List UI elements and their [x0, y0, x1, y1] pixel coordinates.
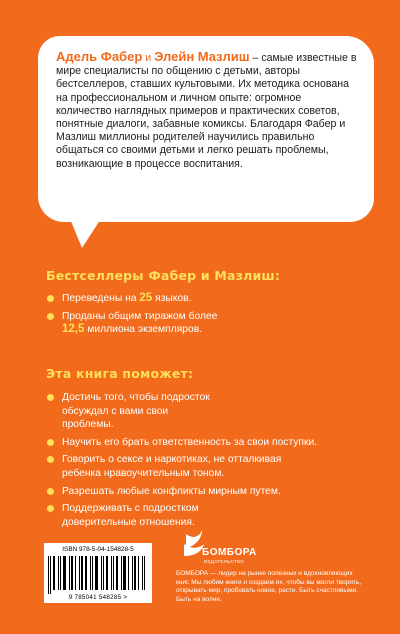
barcode-bar [142, 556, 143, 590]
list-item: Разрешать любые конфликты мирным путем. [62, 485, 352, 499]
helps-heading: Эта книга поможет: [46, 366, 194, 381]
barcode-bars [48, 556, 148, 594]
bestsellers-heading: Бестселлеры Фабер и Мазлиш: [46, 268, 281, 283]
barcode-bar [75, 556, 76, 590]
barcode-bar [132, 556, 133, 590]
barcode-bar [85, 556, 87, 590]
barcode-bar [134, 556, 136, 590]
list-item: Переведены на 25 языков. [62, 292, 342, 306]
barcode-bar [81, 556, 83, 590]
barcode-bar [121, 556, 122, 590]
barcode-bar [95, 556, 98, 590]
barcode [44, 543, 152, 603]
list-item: Поддерживать с подростком доверительные отношения. [62, 502, 232, 529]
author-description [38, 36, 374, 222]
list-item: Достичь того, чтобы подросток обсуждал с вами свои проблемы. [62, 391, 212, 432]
barcode-bar [48, 556, 49, 594]
list-item: Проданы общим тиражом более 12,5 миллиона экземпляров. [62, 310, 242, 337]
barcode-bar [144, 556, 145, 590]
quote-bubble [38, 36, 374, 256]
barcode-digits: 9 785041 548285 > [68, 594, 128, 601]
helps-list [62, 391, 352, 533]
isbn-number: ISBN 978-5-04-154828-5 [62, 546, 134, 553]
bullet-icon [47, 505, 54, 512]
list-item: Говорить о сексе и наркотиках, не отталкивая ребенка нравоучительным тоном. [62, 453, 292, 480]
barcode-bar [90, 556, 91, 590]
barcode-bar [138, 556, 139, 590]
list-item: Научить его брать ответственность за свои поступки. [62, 436, 352, 450]
publisher-name: БОМБОРА [202, 547, 257, 558]
publisher-subtitle: ИЗДАТЕЛЬСТВО [204, 559, 245, 564]
bullet-icon [47, 313, 54, 320]
barcode-bar [71, 556, 73, 590]
barcode-bar [53, 556, 55, 590]
bullet-icon [47, 394, 54, 401]
bestsellers-list [62, 292, 342, 341]
highlight-number: 12,5 [62, 323, 85, 336]
barcode-bar [128, 556, 129, 590]
barcode-bar [92, 556, 93, 590]
barcode-bar [101, 556, 102, 590]
barcode-bar [60, 556, 61, 590]
barcode-bar [58, 556, 59, 590]
barcode-bar [116, 556, 118, 590]
barcode-bar [63, 556, 66, 590]
bullet-icon [47, 488, 54, 495]
bullet-icon [47, 439, 54, 446]
barcode-bar [79, 556, 80, 590]
bullet-icon [47, 456, 54, 463]
barcode-bar [113, 556, 114, 590]
highlight-number: 25 [139, 292, 153, 304]
barcode-bar [111, 556, 112, 590]
barcode-bar [103, 556, 104, 590]
author-conjunction: и [145, 52, 152, 64]
author-name-2: Элейн Мазлиш [154, 49, 250, 64]
bullet-icon [47, 295, 54, 302]
barcode-bar [106, 556, 108, 590]
barcode-bar [123, 556, 126, 590]
author-name-1: Адель Фабер [56, 49, 143, 64]
author-bio: – самые известные в мире специалисты по общению с детьми, авторы бестселлеров, ставших культовыми. Их методика основана на профессиональном и личном опыте: огромное количество наглядных примеров и практических советов, понятные диалоги, забавные комиксы. Благодаря Фабер и Мазлиш миллионы родителей научились правильно общаться со своими детьми и легко решать проблемы, возникающие в процессе воспитания. [56, 52, 357, 170]
barcode-bar [69, 556, 70, 590]
barcode-bar [50, 556, 51, 594]
publisher-note: БОМБОРА — лидер на рынке полезных и вдохновляющих книг. Мы любим книги и создаем их, чтобы вы могли творить, открывать мир, пробовать новое, расти. Быть счастливыми. Быть на волне. [176, 570, 362, 603]
